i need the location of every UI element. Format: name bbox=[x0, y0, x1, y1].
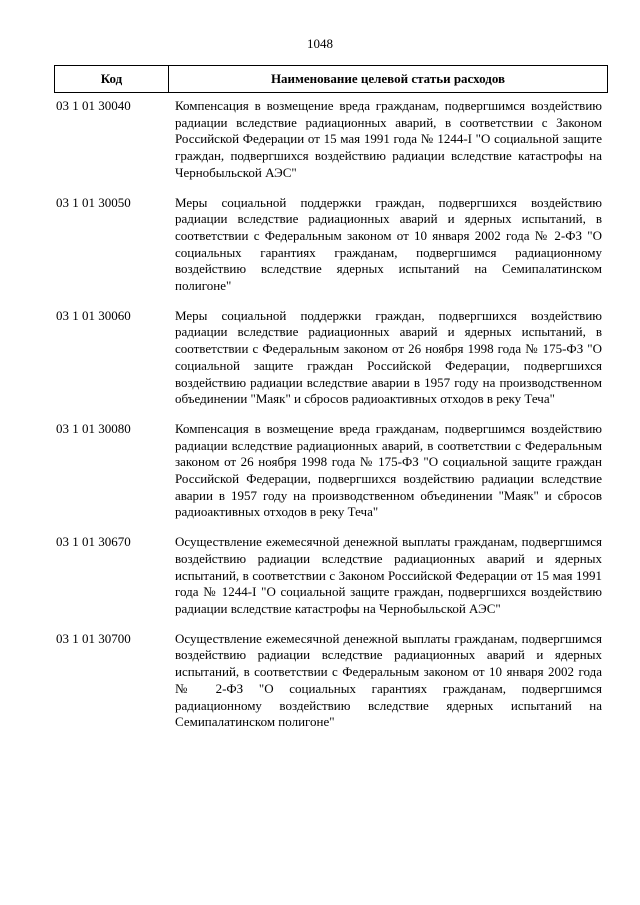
row-code: 03 1 01 30670 bbox=[56, 534, 131, 550]
table-row bbox=[54, 631, 608, 731]
table-row bbox=[54, 308, 608, 408]
table-header bbox=[54, 65, 608, 93]
table-body bbox=[54, 98, 608, 744]
row-name: Осуществление ежемесячной денежной выплаты гражданам, подвергшимся воздействию радиации вследствие радиационных аварий и ядерных испытаний, в соответствии с Федеральным законом от 10 января 2002 года № 2-ФЗ "О социальных гарантиях гражданам, подвергшимся радиационному воздействию вследствие ядерных испытаний на Семипалатинском полигоне" bbox=[175, 630, 602, 730]
row-name: Меры социальной поддержки граждан, подвергшихся воздействию радиации вследствие радиационных аварий и ядерных испытаний, в соответствии с Федеральным законом от 10 января 2002 года № 2-ФЗ "О социальных гарантиях гражданам, подвергшимся радиационному воздействию вследствие ядерных испытаний на Семипалатинском полигоне" bbox=[175, 194, 602, 294]
row-code: 03 1 01 30080 bbox=[56, 420, 131, 436]
row-name: Компенсация в возмещение вреда гражданам, подвергшимся воздействию радиации вследствие радиационных аварий, в соответствии с Законом Российской Федерации от 15 мая 1991 года № 1244-I "О социальной защите граждан, подвергшихся воздействию радиации вследствие катастрофы на Чернобыльской АЭС" bbox=[175, 98, 602, 180]
row-code: 03 1 01 30050 bbox=[56, 194, 131, 210]
row-code: 03 1 01 30040 bbox=[56, 98, 131, 113]
table-row bbox=[54, 98, 608, 182]
page-number: 1048 bbox=[307, 36, 333, 51]
row-name: Осуществление ежемесячной денежной выплаты гражданам, подвергшимся воздействию радиации вследствие радиационных аварий и ядерных испытаний, в соответствии с Законом Российской Федерации от 15 мая 1991 года № 1244-I "О социальной защите граждан, подвергшихся воздействию радиации вследствие катастрофы на Чернобыльской АЭС" bbox=[175, 534, 602, 616]
column-header-code: Код bbox=[55, 66, 169, 93]
column-header-name: Наименование целевой статьи расходов bbox=[169, 66, 608, 93]
table-row bbox=[54, 195, 608, 295]
row-name: Компенсация в возмещение вреда гражданам, подвергшимся воздействию радиации вследствие радиационных аварий, в соответствии с Федеральным законом от 26 ноября 1998 года № 175-ФЗ "О социальной защите граждан Российской Федерации, подвергшихся воздействию радиации вследствие аварии в 1957 году на производственном объединении "Маяк" и сбросов радиоактивных отходов в реку Теча" bbox=[175, 420, 602, 520]
row-code: 03 1 01 30700 bbox=[56, 630, 131, 646]
table-row bbox=[54, 421, 608, 521]
row-code: 03 1 01 30060 bbox=[56, 307, 131, 323]
row-name: Меры социальной поддержки граждан, подвергшихся воздействию радиации вследствие радиационных аварий и ядерных испытаний, в соответствии с Федеральным законом от 26 ноября 1998 года № 175-ФЗ "О социальной защите граждан Российской Федерации, подвергшихся воздействию радиации вследствие аварии в 1957 году на производственном объединении "Маяк" и сбросов радиоактивных отходов в реку Теча" bbox=[175, 307, 602, 407]
table-row bbox=[54, 534, 608, 618]
